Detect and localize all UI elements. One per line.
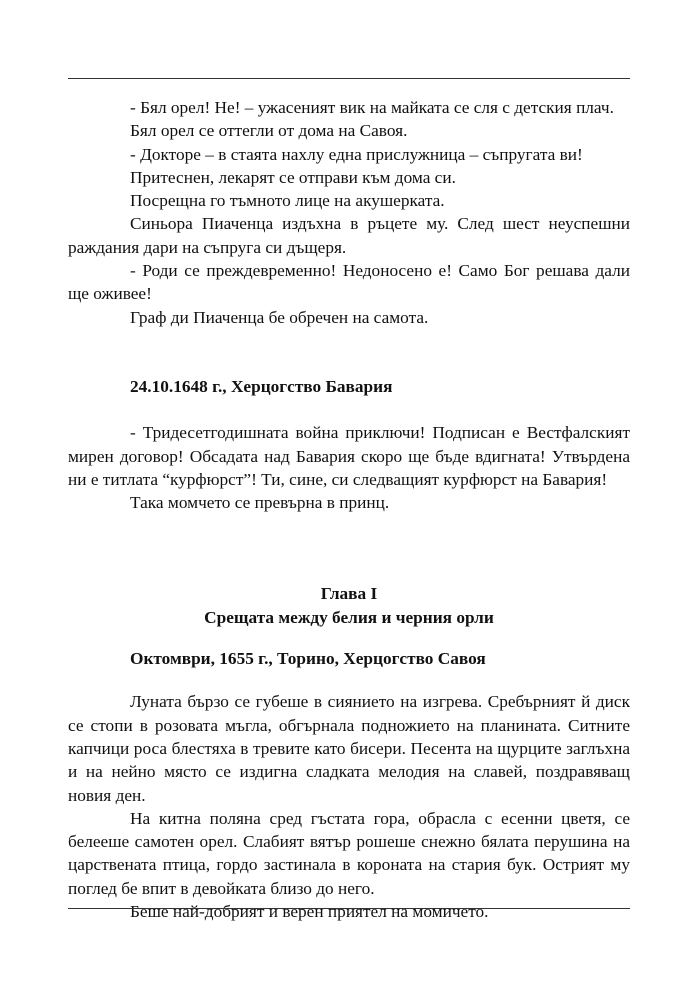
chapter-number: Глава I [320, 584, 378, 604]
footer-rule [68, 908, 630, 909]
section-opening [68, 96, 630, 329]
section-date-heading: 24.10.1648 г., Херцогство Бавария [130, 376, 393, 396]
paragraph: Беше най-добрият и верен приятел на момичето. [130, 902, 489, 922]
chapter-one [68, 582, 630, 923]
paragraph: - Роди се преждевременно! Недоносено е! Само Бог решава дали ще оживее! [68, 261, 630, 304]
paragraph: - Бял орел! Не! – ужасеният вик на майката се сля с детския плач. [130, 98, 614, 117]
chapter-title: Срещата между белия и черния орли [204, 607, 494, 627]
paragraph: На китна поляна сред гъстата гора, обрасла с есенни цветя, се белееше самотен орел. Слабият вятър рошеше снежно бялата перушина на царствената птица, гордо застинала в короната на стария бук. Острият му поглед бе впит в девойката близо до него. [68, 808, 630, 898]
paragraph: Бял орел се оттегли от дома на Савоя. [130, 121, 408, 141]
paragraph: Посрещна го тъмното лице на акушерката. [130, 191, 445, 211]
section-bavaria [68, 375, 630, 514]
paragraph: Така момчето се превърна в принц. [130, 493, 390, 513]
paragraph: - Докторе – в стаята нахлу една прислужница – съпругата ви! [130, 144, 583, 164]
header-rule [68, 78, 630, 79]
page-body [68, 96, 630, 923]
paragraph: - Тридесетгодишната война приключи! Подписан е Вестфалският мирен договор! Обсадата над Бавария скоро ще бъде вдигната! Утвърдена ни е титлата “курфюрст”! Ти, сине, си следващият курфюрст на Бавария! [68, 423, 630, 489]
paragraph: Синьора Пиаченца издъхна в ръцете му. След шест неуспешни раждания дари на съпруга си дъщеря. [68, 214, 630, 257]
paragraph: Луната бързо се губеше в сиянието на изгрева. Сребърният й диск се стопи в розовата мъгла, обгърнала подножието на планината. Ситните капчици роса блестяха в тревите като бисери. Песента на щурците заглъхна и на нейно място се издигна сладката мелодия на славей, поздравяващ новия ден. [68, 692, 630, 805]
paragraph: Граф ди Пиаченца бе обречен на самота. [130, 307, 429, 327]
paragraph: Притеснен, лекарят се отправи към дома си. [130, 167, 456, 187]
chapter-date-heading: Октомври, 1655 г., Торино, Херцогство Савоя [130, 649, 486, 669]
